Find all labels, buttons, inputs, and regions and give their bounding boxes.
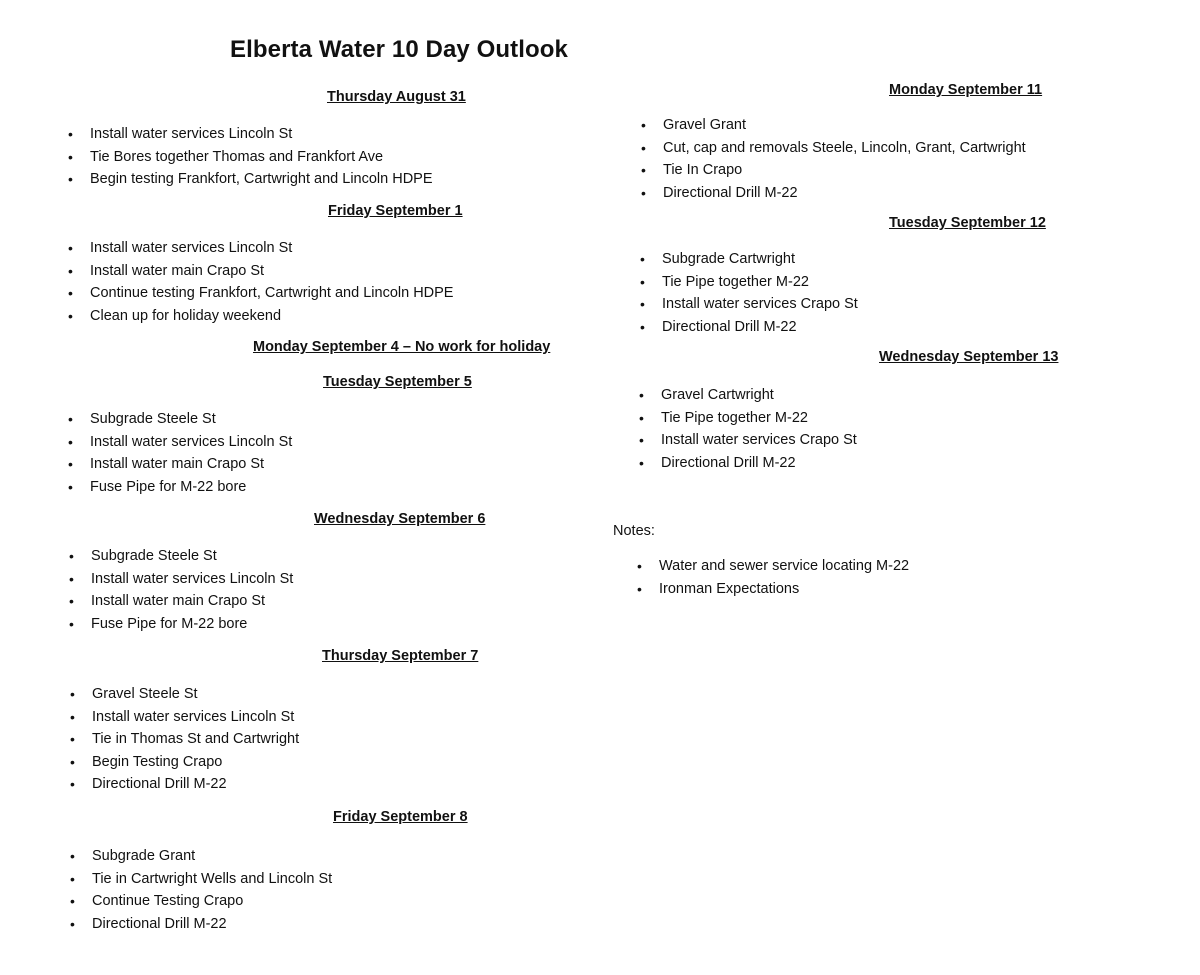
day-heading: Thursday September 7 [322, 648, 479, 664]
task-list [68, 237, 453, 327]
task-list [639, 384, 857, 474]
list-item: • Install water services Crapo St [640, 293, 858, 316]
list-item: • Directional Drill M-22 [70, 773, 299, 796]
list-item: • Install water main Crapo St [68, 453, 292, 476]
notes-label: Notes: [613, 523, 655, 539]
task-list [68, 123, 433, 191]
list-item: • Tie Bores together Thomas and Frankfort Ave [68, 146, 433, 169]
list-item: • Subgrade Steele St [68, 408, 292, 431]
list-item: • Begin Testing Crapo [70, 751, 299, 774]
list-item: • Install water services Lincoln St [69, 568, 293, 591]
task-list [69, 545, 293, 635]
list-item: • Clean up for holiday weekend [68, 305, 453, 328]
day-heading: Tuesday September 12 [889, 215, 1046, 231]
task-list [68, 408, 292, 498]
list-item: • Ironman Expectations [637, 578, 909, 601]
list-item: • Subgrade Steele St [69, 545, 293, 568]
list-item: • Fuse Pipe for M-22 bore [69, 613, 293, 636]
list-item: • Gravel Steele St [70, 683, 299, 706]
day-heading: Wednesday September 6 [314, 511, 486, 527]
list-item: • Tie in Cartwright Wells and Lincoln St [70, 868, 332, 891]
day-heading: Thursday August 31 [327, 89, 466, 105]
list-item: • Subgrade Cartwright [640, 248, 858, 271]
list-item: • Subgrade Grant [70, 845, 332, 868]
list-item: • Cut, cap and removals Steele, Lincoln, Grant, Cartwright [641, 137, 1026, 160]
list-item: • Install water main Crapo St [69, 590, 293, 613]
list-item: • Directional Drill M-22 [640, 316, 858, 339]
day-heading: Wednesday September 13 [879, 349, 1059, 365]
list-item: • Install water services Lincoln St [68, 123, 433, 146]
list-item: • Tie Pipe together M-22 [640, 271, 858, 294]
day-heading: Monday September 11 [889, 82, 1043, 98]
day-heading: Friday September 8 [333, 809, 468, 825]
notes-list [637, 555, 909, 600]
task-list [70, 845, 332, 935]
list-item: • Install water services Lincoln St [70, 706, 299, 729]
list-item: • Install water services Crapo St [639, 429, 857, 452]
task-list [70, 683, 299, 796]
list-item: • Tie Pipe together M-22 [639, 407, 857, 430]
list-item: • Gravel Grant [641, 114, 1026, 137]
list-item: • Install water main Crapo St [68, 260, 453, 283]
list-item: • Begin testing Frankfort, Cartwright and Lincoln HDPE [68, 168, 433, 191]
task-list [641, 114, 1026, 204]
list-item: • Directional Drill M-22 [641, 182, 1026, 205]
list-item: • Continue Testing Crapo [70, 890, 332, 913]
list-item: • Directional Drill M-22 [70, 913, 332, 936]
day-heading: Monday September 4 – No work for holiday [253, 339, 551, 355]
list-item: • Gravel Cartwright [639, 384, 857, 407]
list-item: • Continue testing Frankfort, Cartwright and Lincoln HDPE [68, 282, 453, 305]
list-item: • Install water services Lincoln St [68, 237, 453, 260]
day-heading: Tuesday September 5 [323, 374, 472, 390]
task-list [640, 248, 858, 338]
list-item: • Install water services Lincoln St [68, 431, 292, 454]
list-item: • Tie In Crapo [641, 159, 1026, 182]
document-title: Elberta Water 10 Day Outlook [230, 36, 569, 63]
list-item: • Fuse Pipe for M-22 bore [68, 476, 292, 499]
list-item: • Directional Drill M-22 [639, 452, 857, 475]
list-item: • Water and sewer service locating M-22 [637, 555, 909, 578]
day-heading: Friday September 1 [328, 203, 463, 219]
list-item: • Tie in Thomas St and Cartwright [70, 728, 299, 751]
